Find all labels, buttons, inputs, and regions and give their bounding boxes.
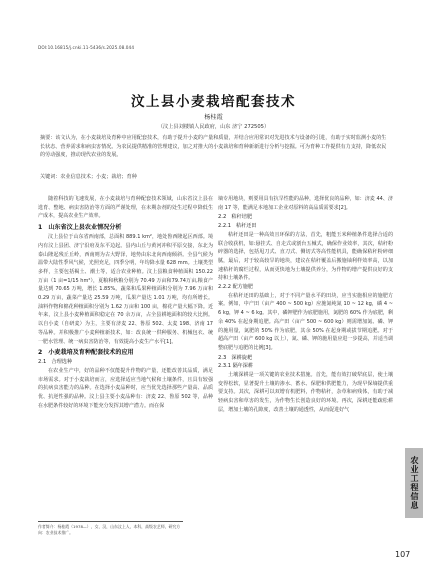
subsection-2-2-1-paragraph: 秸秆还田是一种高效且环保的方法，首先，粗能玉米种植条件选择合适的联合收获机，如:悬挂式、自走式或割台五械式，确保作业效率，其次，秸秆粉碎器的选择，包括甩刀式、直刀式、侧切式等高性能机具，能确保秸秆粉碎细腻，最后，对于较高较旱的地块，建议在秸秆覆盖后搬施铀利样效率高，以加速秸秆的腐烂过程，从而更快地为土壤提供养分，为作物的增产提供良好的支持和土壤条件。	[218, 231, 393, 282]
subsection-heading-2-1: 2.1 合理选种	[38, 359, 73, 366]
section-1-paragraph: 汶上县位于山东省西南部，总面积 889.1 km²，地处鲁西隆起区西部。境内有汶上县团、济宁沿府及东平边起。县内山丘与黄河冲积平原交接，东北为泰山隆起残丘丘岭，西南则为古大野泽，地势由东北向西南倾斜。全县气候为温带大陆性季风气候，光照充足，四季分明，年均降水量 628 mm。土壤类型多样，主要包括褐土、潮土等，适合农业种植。汶上县粮食种植面积 150.22 万亩（1 亩=1/15 hm²），夏粮和秋粮分别为 70.49 万亩和79.74万亩,粮食产量达到 70.65 万吨，增长 1.85%。蔬菜和瓜果种植面积分别为 7.96 万亩和 0.29 万亩，蔬菜产量达 25.59 万吨，瓜果产量达 1.01 万吨，均有所增长。油料作物和棉花种植面积分别为 1.62 万亩和 100 亩，棉花产量大幅下降。近年来，汶上县小麦种植面积稳定在 70 余万亩，占全县耕地面积的较大比例。以自小麦（自研麦）为主，主要有济麦 22、鲁原 502、太麦 198、济南 17 等品种。并积极推广小麦种植新技术，如：改良统一供种服务、机械包衣、统一肥水管理、统一病虫害防治等，有效提高小麦生产水平[1]。	[38, 234, 213, 345]
subsection-2-1-paragraph: 在农业生产中，好的品种不仅能提升作物的产量，还能改善其品质，满足市场需求。对于小麦栽培而言，应选择适应当地气候和土壤条件，且具有较强的抗病虫害能力的品种。在选择小麦品种时，应当优先选择那些产量高、品质优、抗逆性强的品种。汶上县主要小麦品种有：济麦 22、鲁原 502 等，品种在水肥条件较好的环境下能充分发挥其增产潜力。而在保	[38, 367, 213, 409]
section-heading-1: 1 山东省汶上县农业情况分析	[38, 224, 122, 232]
section-heading-2: 2 小麦栽培及育种配套技术的应用	[38, 349, 134, 357]
author-affiliation: （汶上县刘楼镇人民政府，山东 济宁 272505）	[157, 124, 270, 130]
subsection-2-3-1-paragraph: 土壤深耕是一项关键的农业技术措施。首先，能有效打破犁底层，使土壤变得松软，显著提升土壤的渗水、蓄水、保肥和供肥能力，为现早保墒提供重要支持。其次，深耕可以双增有机肥料，作物秸秆，杂草和病残体，有助于减轻病虫害和草害的发生，为作物生长创造良好的环境。再次，深耕还能疏松耕层，增加土壤的孔隙度，改善土壤的通透性，从而促进好气	[218, 372, 393, 413]
subsection-heading-2-3-1: 2.3.1 隔年深耕	[218, 363, 253, 370]
doi-line: DOI:10.16815/j.cnki.11-5436/s.2025.08.044	[38, 45, 135, 50]
subsection-heading-2-2-2: 2.2.2 配方施肥	[218, 284, 253, 291]
subsection-heading-2-2-1: 2.2.1 秸秆还田	[218, 223, 257, 230]
intro-paragraph: 随着科技的飞速发展，在小麦栽培与育种配套技术领域，山东省汶上县在选育、整地、病虫害防治等方面的严谨处理，在未期杂剂的处生过程中降低生产成本，提高农业生产效率。	[38, 196, 213, 220]
subsection-2-2-2-paragraph: 在秸秆还田的基础上，对于不同产量水平的田块，应当实施相应的施肥方案。例如，中产田（亩产 400 ~ 500 kg）应施氮纯氮 10 ~ 12 kg，磷 4 ~ 6 kg，钾 4 ~ 6 kg。其中，磷钾肥作为底肥施用，氮肥的 60% 作为底肥，剩余 40% 在起身期追肥。高产田（亩产 500 ~ 600 kg）则需增加氮、磷、钾的施用量，氮肥的 50% 作为底肥，其余 50% 在起身期或拔节期追肥。对于超高产田（亩产 600 kg 以上），氮、磷、钾的施用量应进一步提高，并适当调整底肥与追肥的比例[3]。	[218, 292, 393, 351]
page-number: 107	[395, 550, 411, 559]
continued-paragraph: 墒专用地块，则要用具有抗旱性能的品种，选择优良的品种，如：济麦 44、济南 17 等，能满足本地加工企业对原料的高品质需要求[2]。	[218, 196, 393, 211]
left-column	[38, 195, 213, 410]
subsection-heading-2-2: 2.2 秸秆培肥	[218, 214, 253, 221]
abstract: 摘要：该文认为，在小麦栽培及育种中应用配套技术，有助于提升小麦的产量和质量，并结合应用常识对先进技术与设备的引进，有助于实时监测小麦的生长状态、营养需求和病虫害情况。为农民提供精准的管理建议，加之对推大的小麦栽培和育种新新进行分析与挖掘。可为育种工作提供有力支持，降低农民的劳动强度，推动现代农业的发展。	[40, 135, 387, 159]
subsection-heading-2-3: 2.3 深耕旋耙	[218, 354, 253, 361]
keywords: 关键词：农业信息技术；小麦；栽培；育种	[40, 174, 137, 180]
section-side-tab: 农业工程信息	[405, 448, 423, 518]
article-author: 杨桂霞	[204, 114, 223, 121]
right-column	[218, 195, 393, 415]
author-footnote: 作者简介：杨桂霞（1978—），女，汉，山东汶上人，本科，高级农艺师，研究方向：农业技术推广。	[38, 521, 183, 535]
article-title: 汶上县小麦栽培配套技术	[131, 94, 296, 110]
